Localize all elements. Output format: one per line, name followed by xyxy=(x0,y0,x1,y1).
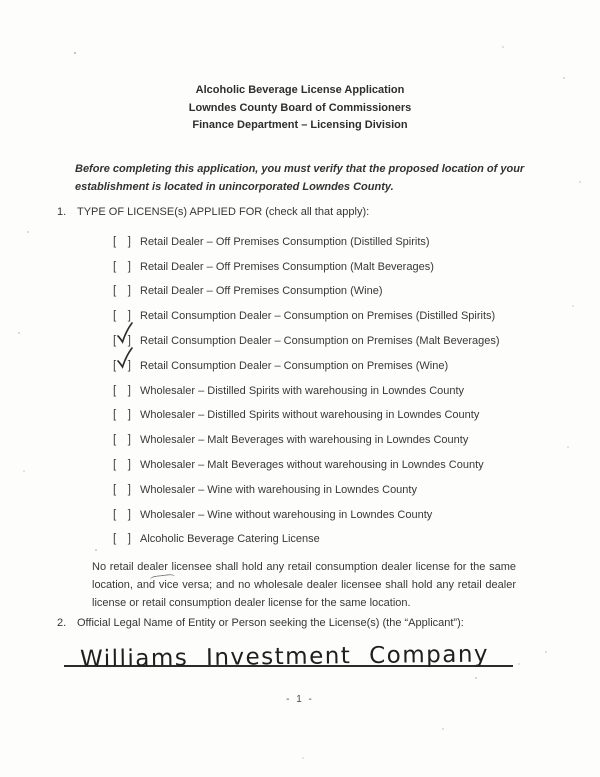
checkbox[interactable] xyxy=(113,385,131,397)
bracket-open: [ xyxy=(113,384,117,397)
license-option-row xyxy=(113,453,600,478)
license-option-row xyxy=(113,378,600,403)
license-option-row xyxy=(113,527,600,552)
bracket-open: [ xyxy=(113,235,117,248)
bracket-open: [ xyxy=(113,508,117,521)
checkbox[interactable] xyxy=(113,459,131,471)
checkbox[interactable] xyxy=(113,360,131,372)
bracket-close: ] xyxy=(127,434,131,447)
bracket-open: [ xyxy=(113,483,117,496)
bracket-open: [ xyxy=(113,285,117,298)
checkbox[interactable] xyxy=(113,509,131,521)
bracket-close: ] xyxy=(127,483,131,496)
scan-speck xyxy=(95,549,97,551)
document-title: Alcoholic Beverage License Application xyxy=(195,84,405,96)
license-option-row xyxy=(113,254,600,279)
verification-notice: Before completing this application, you must verify that the proposed location of your establishment is located in unincorporated Lowndes County. xyxy=(75,162,525,193)
bracket-open: [ xyxy=(113,533,117,546)
bracket-close: ] xyxy=(127,508,131,521)
checkmark-icon xyxy=(116,346,133,369)
page-number: - 1 - xyxy=(286,694,314,705)
bracket-close: ] xyxy=(127,359,131,372)
scan-speck xyxy=(442,728,444,730)
license-option-label: Retail Dealer – Off Premises Consumption (Malt Beverages) xyxy=(140,260,434,273)
license-option-row xyxy=(113,428,600,453)
scan-speck xyxy=(563,77,565,79)
bracket-open: [ xyxy=(113,260,117,273)
license-option-row xyxy=(113,230,600,255)
checkbox[interactable] xyxy=(113,409,131,421)
license-type-options xyxy=(113,230,600,552)
section-2-heading xyxy=(57,617,600,629)
license-option-label: Wholesaler – Distilled Spirits with warehousing in Lowndes County xyxy=(140,384,465,397)
applicant-name-field[interactable] xyxy=(64,632,513,673)
document-subtitle-department: Finance Department – Licensing Division xyxy=(192,119,408,131)
bracket-close: ] xyxy=(127,409,131,422)
license-option-label: Wholesaler – Malt Beverages without warehousing in Lowndes County xyxy=(140,459,484,472)
scan-speck xyxy=(27,231,29,233)
license-option-label: Retail Consumption Dealer – Consumption on Premises (Malt Beverages) xyxy=(140,335,500,348)
scan-speck xyxy=(572,305,574,307)
license-restriction-note: No retail dealer licensee shall hold any retail consumption dealer license for the same location, and vice versa; and no wholesale dealer licensee shall hold any retail dealer license or retail consumption dealer license for the same location. xyxy=(92,560,516,610)
checkbox[interactable] xyxy=(113,533,131,545)
bracket-close: ] xyxy=(127,335,131,348)
checkbox[interactable] xyxy=(113,236,131,248)
scan-speck xyxy=(74,52,76,54)
scan-speck xyxy=(18,332,20,334)
bracket-close: ] xyxy=(127,384,131,397)
section-2-number: 2. xyxy=(57,617,67,630)
checkbox[interactable] xyxy=(113,285,131,297)
license-option-row xyxy=(113,304,600,329)
license-option-row xyxy=(113,502,600,527)
bracket-open: [ xyxy=(113,459,117,472)
license-option-label: Retail Consumption Dealer – Consumption on Premises (Wine) xyxy=(140,359,449,372)
scan-speck xyxy=(502,46,504,48)
license-option-label: Retail Consumption Dealer – Consumption on Premises (Distilled Spirits) xyxy=(140,310,496,323)
applicant-name-handwritten: Williams Investment Company xyxy=(79,641,490,673)
bracket-close: ] xyxy=(127,285,131,298)
document-header xyxy=(0,0,600,135)
scan-speck xyxy=(302,757,304,759)
bracket-open: [ xyxy=(113,409,117,422)
checkbox[interactable] xyxy=(113,434,131,446)
scan-speck xyxy=(567,446,569,448)
bracket-open: [ xyxy=(113,310,117,323)
license-option-label: Wholesaler – Distilled Spirits without warehousing in Lowndes County xyxy=(140,409,480,422)
section-2-title: Official Legal Name of Entity or Person seeking the License(s) (the “Applicant”): xyxy=(77,617,464,630)
bracket-close: ] xyxy=(127,260,131,273)
scan-speck xyxy=(23,470,25,472)
section-1-number: 1. xyxy=(57,205,67,218)
license-option-row xyxy=(113,353,600,378)
license-option-label: Retail Dealer – Off Premises Consumption (Wine) xyxy=(140,285,383,298)
license-option-row xyxy=(113,279,600,304)
checkbox[interactable] xyxy=(113,484,131,496)
license-option-label: Wholesaler – Wine without warehousing in Lowndes County xyxy=(140,508,433,521)
checkmark-icon xyxy=(116,321,133,344)
scan-speck xyxy=(545,651,547,653)
license-option-row xyxy=(113,477,600,502)
bracket-close: ] xyxy=(127,310,131,323)
license-option-label: Alcoholic Beverage Catering License xyxy=(140,533,320,546)
license-option-label: Wholesaler – Wine with warehousing in Lowndes County xyxy=(140,483,417,496)
document-subtitle-board: Lowndes County Board of Commissioners xyxy=(188,101,412,114)
license-option-label: Wholesaler – Malt Beverages with warehousing in Lowndes County xyxy=(140,434,469,447)
bracket-open: [ xyxy=(113,359,117,372)
checkbox[interactable] xyxy=(113,261,131,273)
license-option-row xyxy=(113,329,600,354)
bracket-close: ] xyxy=(127,235,131,248)
section-1-title: TYPE OF LICENSE(s) APPLIED FOR (check all that apply): xyxy=(77,205,370,218)
scan-speck xyxy=(518,663,520,665)
bracket-open: [ xyxy=(113,434,117,447)
scan-speck xyxy=(579,181,581,183)
bracket-close: ] xyxy=(127,459,131,472)
license-option-row xyxy=(113,403,600,428)
bracket-close: ] xyxy=(127,533,131,546)
bracket-open: [ xyxy=(113,335,117,348)
scan-speck xyxy=(475,677,477,679)
license-option-label: Retail Dealer – Off Premises Consumption (Distilled Spirits) xyxy=(140,235,430,248)
section-1-heading xyxy=(57,206,600,218)
